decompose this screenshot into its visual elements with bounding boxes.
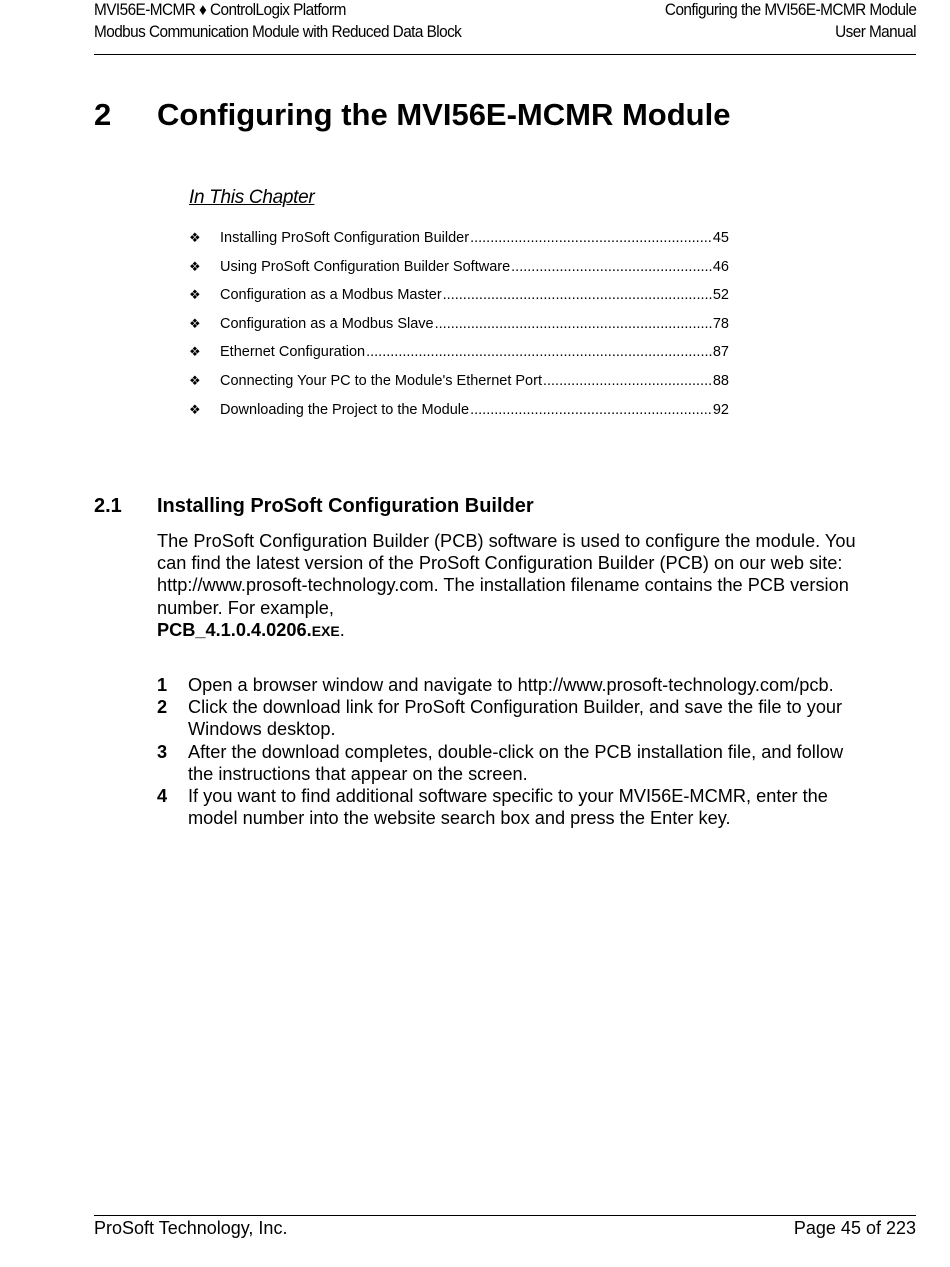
toc-entry-page: 78 <box>712 315 729 332</box>
diamond-bullet-icon: ❖ <box>189 258 201 274</box>
step-text: If you want to find additional software specific to your MVI56E-MCMR, enter the model number into the website search box and press the Enter key. <box>188 786 828 829</box>
toc-leader <box>543 373 712 389</box>
chapter-number: 2 <box>94 97 112 132</box>
toc-entry-page: 45 <box>712 230 729 246</box>
toc-leader <box>366 344 712 360</box>
footer-page-number: Page 45 of 223 <box>793 1218 916 1238</box>
toc-entry[interactable] <box>189 316 729 345</box>
section-title: Installing ProSoft Configuration Builder <box>157 495 534 517</box>
footer-company: ProSoft Technology, Inc. <box>94 1218 288 1238</box>
step-item <box>157 674 857 696</box>
toc-leader <box>470 230 712 246</box>
page-footer <box>94 1215 916 1238</box>
toc-leader <box>511 259 712 275</box>
header-manual: User Manual <box>835 23 916 41</box>
diamond-bullet-icon: ❖ <box>189 230 201 245</box>
toc-entry[interactable] <box>189 259 729 288</box>
chapter-toc <box>189 230 729 430</box>
header-chapter: Configuring the MVI56E-MCMR Module <box>664 1 916 19</box>
diamond-bullet-icon: ❖ <box>189 287 201 303</box>
toc-entry-page: 52 <box>712 287 729 304</box>
toc-leader <box>470 402 712 418</box>
toc-entry-label: Connecting Your PC to the Module's Ethernet Port <box>220 372 542 389</box>
diamond-bullet-icon: ❖ <box>189 372 201 388</box>
toc-entry[interactable] <box>189 230 729 259</box>
section-paragraph <box>157 530 857 642</box>
toc-entry-page: 88 <box>712 372 729 389</box>
step-number: 1 <box>157 675 168 695</box>
example-filename-base: PCB_4.1.0.4.0206. <box>157 619 312 640</box>
paragraph-text: The ProSoft Configuration Builder (PCB) software is used to configure the module. You can find the latest version of the ProSoft Configuration Builder (PCB) on our web site: http://www.prosoft-technology.com. The installation filename contains the PCB version number. For example, <box>157 531 856 618</box>
toc-entry-label: Ethernet Configuration <box>220 344 366 361</box>
step-item <box>157 785 857 829</box>
toc-entry-label: Downloading the Project to the Module <box>220 401 470 418</box>
toc-entry[interactable] <box>189 287 729 316</box>
toc-leader <box>435 316 712 332</box>
step-text: After the download completes, double-click on the PCB installation file, and follow the instructions that appear on the screen. <box>188 741 844 784</box>
step-number: 3 <box>157 741 168 762</box>
page-header <box>94 0 916 55</box>
toc-entry-label: Configuration as a Modbus Slave <box>220 315 434 332</box>
step-item <box>157 696 857 740</box>
toc-entry-label: Configuration as a Modbus Master <box>220 287 442 304</box>
step-number: 4 <box>157 786 168 807</box>
step-number: 2 <box>157 697 168 718</box>
toc-entry-label: Using ProSoft Configuration Builder Software <box>220 258 511 275</box>
step-text: Click the download link for ProSoft Configuration Builder, and save the file to your Windows desktop. <box>188 697 843 740</box>
header-product: MVI56E-MCMR ♦ ControlLogix Platform <box>94 1 346 19</box>
in-this-chapter-heading: In This Chapter <box>189 187 315 208</box>
install-steps <box>157 674 857 829</box>
section-number: 2.1 <box>94 495 122 517</box>
toc-entry[interactable] <box>189 373 729 402</box>
chapter-title: Configuring the MVI56E-MCMR Module <box>157 97 731 132</box>
diamond-bullet-icon: ❖ <box>189 401 201 417</box>
diamond-bullet-icon: ❖ <box>189 344 201 360</box>
toc-entry-page: 92 <box>712 401 729 418</box>
toc-entry-page: 87 <box>712 344 729 361</box>
toc-leader <box>443 287 712 303</box>
header-subtitle: Modbus Communication Module with Reduced Data Block <box>94 23 462 41</box>
example-end: . <box>339 619 345 640</box>
step-text: Open a browser window and navigate to http://www.prosoft-technology.com/pcb. <box>188 675 834 695</box>
toc-entry-page: 46 <box>712 258 729 275</box>
diamond-bullet-icon: ❖ <box>189 315 201 331</box>
step-item <box>157 741 857 785</box>
toc-entry-label: Installing ProSoft Configuration Builder <box>220 230 470 246</box>
toc-entry[interactable] <box>189 402 729 431</box>
example-filename-ext: EXE <box>311 622 340 639</box>
example-filename <box>157 620 340 640</box>
toc-entry[interactable] <box>189 344 729 373</box>
